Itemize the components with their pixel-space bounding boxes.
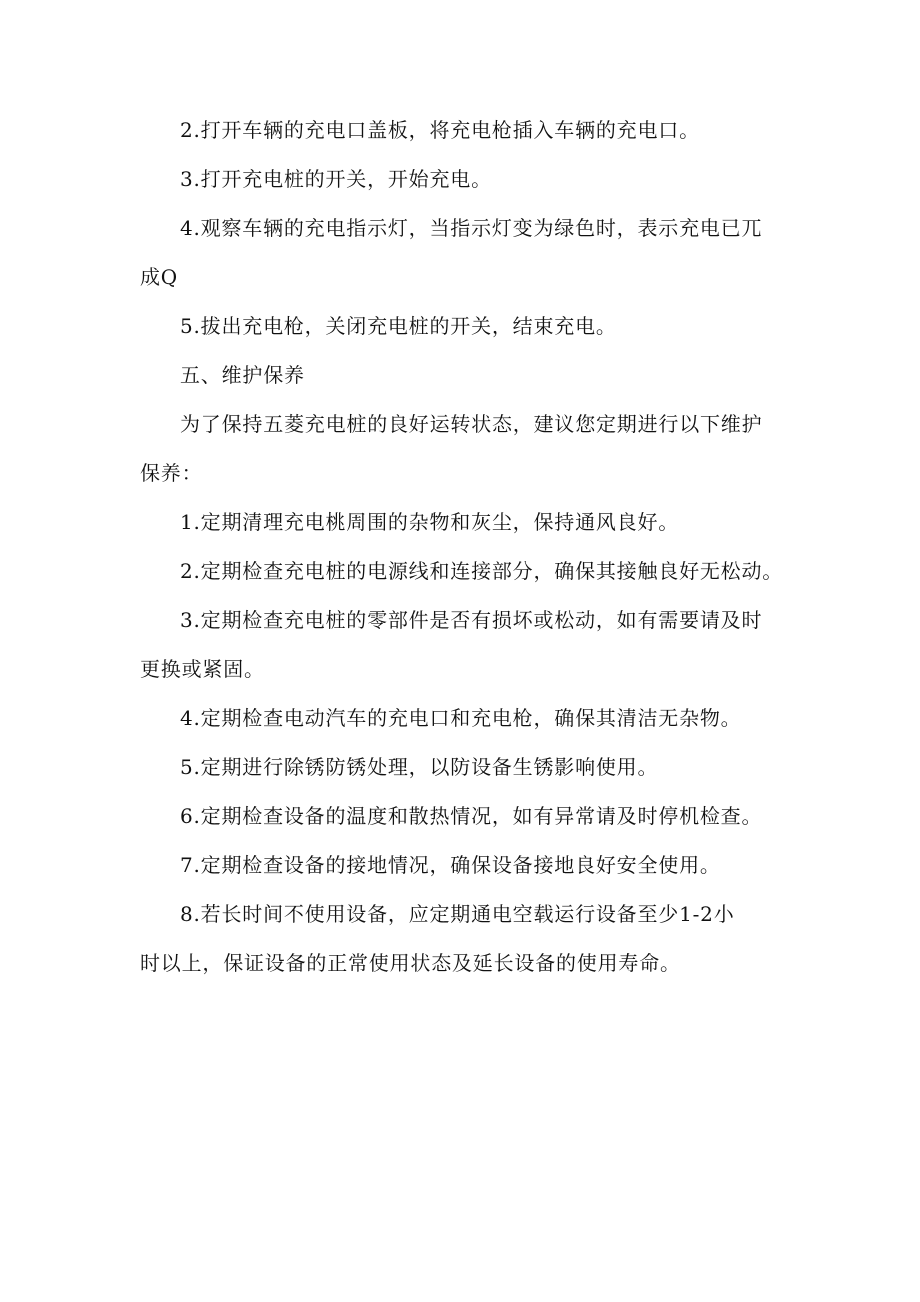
maintenance-item-5: 5.定期进行除锈防锈处理，以防设备生锈影响使用。 (180, 755, 659, 779)
step-4-paragraph: 4.观察车辆的充电指示灯，当指示灯变为绿色时，表示充电已兀 (180, 216, 763, 240)
step-3-paragraph: 3.打开充电桩的开关，开始充电。 (180, 167, 492, 191)
maintenance-item-7: 7.定期检查设备的接地情况，确保设备接地良好安全使用。 (180, 853, 721, 877)
maintenance-item-3: 3.定期检查充电桩的零部件是否有损坏或松动，如有需要请及时 (180, 608, 763, 632)
section-heading-maintenance: 五、维护保养 (180, 363, 305, 387)
step-2-paragraph: 2.打开车辆的充电口盖板，将充电枪插入车辆的充电口。 (180, 118, 700, 142)
maintenance-item-8: 8.若长时间不使用设备，应定期通电空载运行设备至少1-2小 (180, 902, 735, 926)
maintenance-item-6: 6.定期检查设备的温度和散热情况，如有异常请及时停机检查。 (180, 804, 763, 828)
maintenance-intro: 为了保持五菱充电桩的良好运转状态，建议您定期进行以下维护 (180, 412, 763, 436)
maintenance-item-4: 4.定期检查电动汽车的充电口和充电枪，确保其清洁无杂物。 (180, 706, 742, 730)
maintenance-intro-continuation: 保养： (140, 461, 203, 485)
step-5-paragraph: 5.拔出充电枪，关闭充电桩的开关，结束充电。 (180, 314, 617, 338)
step-4-continuation: 成Q (140, 265, 178, 289)
maintenance-item-8-continuation: 时以上，保证设备的正常使用状态及延长设备的使用寿命。 (140, 951, 681, 975)
maintenance-item-1: 1.定期清理充电桃周围的杂物和灰尘，保持通风良好。 (180, 510, 680, 534)
document-body (140, 118, 805, 1000)
maintenance-item-3-continuation: 更换或紧固。 (140, 657, 265, 681)
maintenance-item-2: 2.定期检查充电桩的电源线和连接部分，确保其接触良好无松动。 (180, 559, 784, 583)
